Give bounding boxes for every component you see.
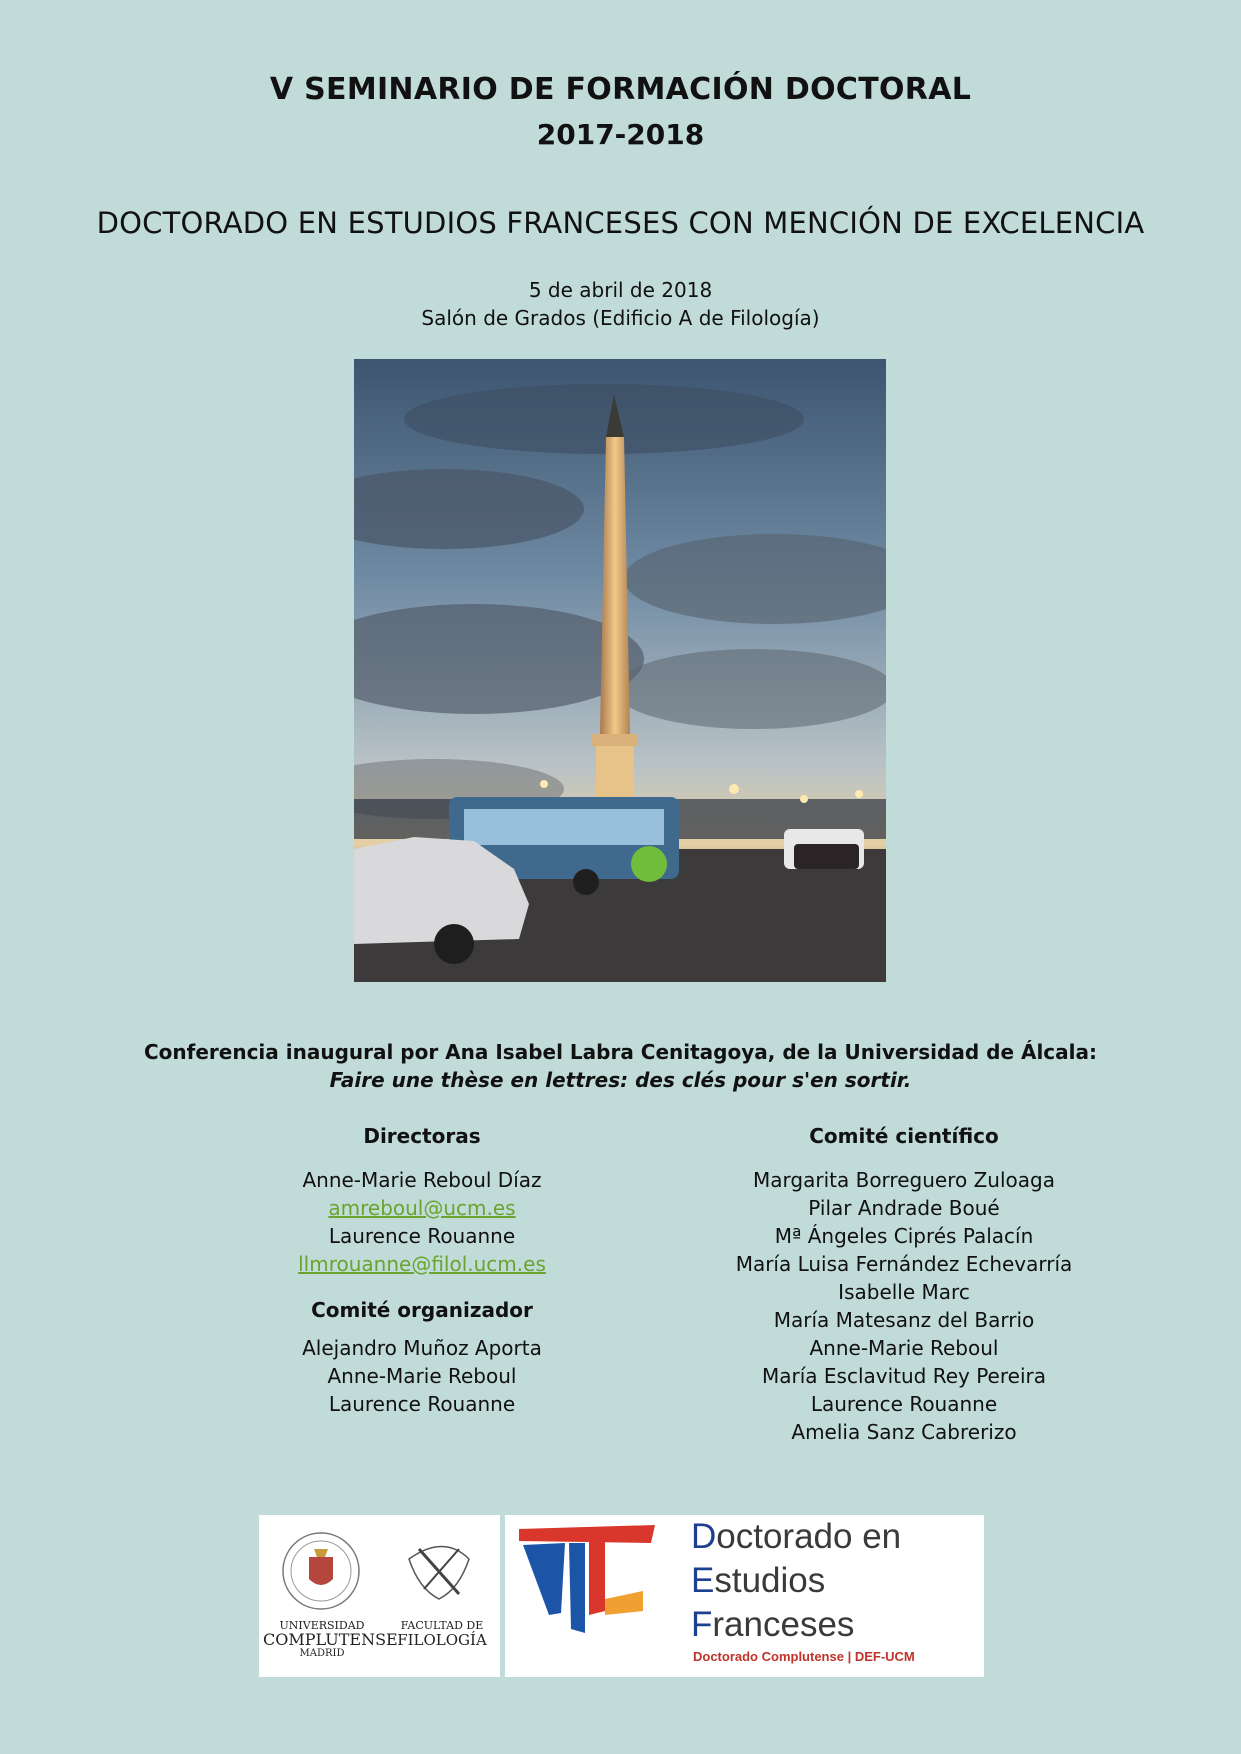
event-venue: Salón de Grados (Edificio A de Filología) [421, 306, 820, 330]
def-logo-tagline: Doctorado Complutense | DEF-UCM [693, 1649, 915, 1664]
obelisk-photo-image [354, 359, 886, 982]
director-email-link[interactable]: llmrouanne@filol.ucm.es [298, 1252, 546, 1276]
organizer-name: Alejandro Muñoz Aporta [302, 1336, 542, 1360]
def-logo-cap2: E [691, 1561, 715, 1600]
scientific-member: Margarita Borreguero Zuloaga [753, 1168, 1055, 1192]
def-logo-rest3: ranceses [712, 1605, 855, 1644]
scientific-member: Laurence Rouanne [810, 1392, 998, 1416]
def-logo-cap3: F [691, 1605, 713, 1644]
scientific-member: Isabelle Marc [838, 1280, 970, 1304]
filologia-logo-line1: FACULTAD DE [400, 1619, 484, 1632]
ucm-logo-line2: COMPLUTENSE [263, 1630, 398, 1649]
scientific-member: Mª Ángeles Ciprés Palacín [774, 1224, 1034, 1248]
ucm-crest-icon [259, 1519, 500, 1619]
directoras-heading: Directoras [363, 1124, 481, 1148]
director-name: Laurence Rouanne [328, 1224, 516, 1248]
scientific-member: Pilar Andrade Boué [808, 1196, 1000, 1220]
director-name: Anne-Marie Reboul Díaz [302, 1168, 542, 1192]
seminar-years: 2017-2018 [536, 118, 705, 151]
left-column [222, 1124, 622, 1418]
comite-organizador-heading: Comité organizador [311, 1298, 533, 1322]
scientific-member: María Esclavitud Rey Pereira [761, 1364, 1046, 1388]
scientific-member: María Luisa Fernández Echevarría [735, 1252, 1073, 1276]
def-logo-cap1: D [691, 1517, 717, 1556]
scientific-member: María Matesanz del Barrio [773, 1308, 1035, 1332]
scientific-member: Amelia Sanz Cabrerizo [791, 1420, 1017, 1444]
obelisk-photo [354, 359, 886, 982]
filologia-logo-line2: FILOLOGÍA [397, 1631, 487, 1649]
def-mark-icon [505, 1515, 685, 1677]
conference-speaker: Conferencia inaugural por Ana Isabel Labra Cenitagoya, de la Universidad de Álcala: [143, 1040, 1098, 1064]
scientific-member: Anne-Marie Reboul [809, 1336, 999, 1360]
ucm-filologia-logos [259, 1515, 500, 1677]
program-title: DOCTORADO EN ESTUDIOS FRANCESES CON MENCIÓN DE EXCELENCIA [96, 206, 1145, 240]
def-logo-rest2: studios [714, 1561, 826, 1600]
ucm-logo-line1: UNIVERSIDAD [279, 1619, 365, 1632]
def-logo-rest1: octorado en [716, 1517, 902, 1556]
director-email-link[interactable]: amreboul@ucm.es [328, 1196, 516, 1220]
ucm-logo-line3: MADRID [299, 1648, 345, 1659]
right-column [704, 1124, 1104, 1446]
organizer-name: Anne-Marie Reboul [327, 1364, 517, 1388]
def-logo [505, 1515, 984, 1677]
comite-cientifico-heading: Comité científico [809, 1124, 999, 1148]
seminar-title: V SEMINARIO DE FORMACIÓN DOCTORAL [269, 72, 972, 107]
conference-title: Faire une thèse en lettres: des clés pour s'en sortir. [329, 1068, 912, 1092]
event-date: 5 de abril de 2018 [528, 278, 713, 302]
organizer-name: Laurence Rouanne [328, 1392, 516, 1416]
